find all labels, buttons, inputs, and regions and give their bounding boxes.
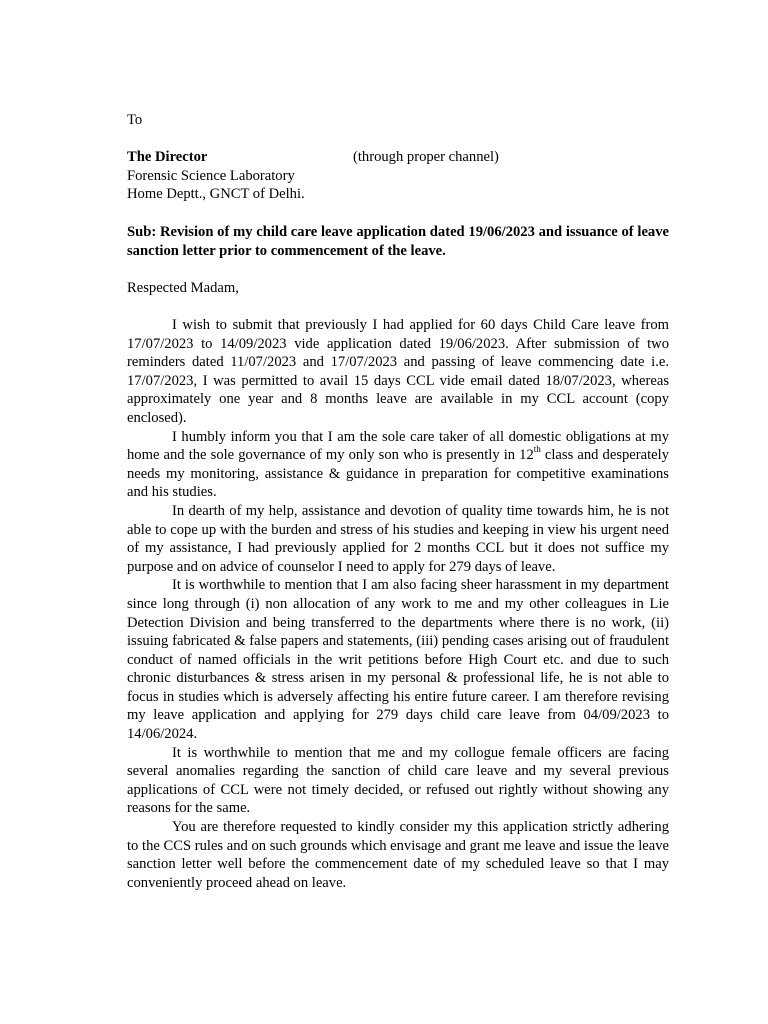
body-paragraph-1: I wish to submit that previously I had applied for 60 days Child Care leave from 17/07/2023 to 14/09/2023 vide application dated 19/06/2023. After submission of two reminders dated 11/07/2023 and 17/07/2023 and passing of leave commencing date i.e. 17/07/2023, I was permitted to avail 15 days CCL vide email dated 18/07/2023, whereas approximately one year and 8 months leave are available in my CCL account (copy enclosed). (127, 317, 669, 426)
body-paragraph-2 (127, 428, 669, 502)
letter-body (127, 316, 669, 892)
recipient-organization: Forensic Science Laboratory (127, 167, 295, 184)
body-paragraph-5: It is worthwhile to mention that me and my collogue female officers are facing several anomalies regarding the sanction of child care leave and my several previous applications of CCL were not timely decided, or refused out rightly without showing any reasons for the same. (127, 744, 669, 817)
to-line: To (127, 112, 143, 128)
recipient-title-line (127, 148, 669, 167)
salutation: Respected Madam, (127, 280, 239, 296)
ordinal-superscript: th (533, 444, 541, 455)
body-paragraph-3: In dearth of my help, assistance and devotion of quality time towards him, he is not able to cope up with the burden and stress of his studies and keeping in view his urgent need of my assistance, I had previously applied for 2 months CCL but it does not suffice my purpose and on advice of counselor I need to apply for 279 days of leave. (127, 502, 669, 575)
through-channel-note: (through proper channel) (353, 149, 499, 165)
recipient-address (127, 148, 669, 204)
subject-line: Sub: Revision of my child care leave application dated 19/06/2023 and issuance of leave sanction letter prior to commencement of the leave. (127, 224, 669, 259)
body-paragraph-6: You are therefore requested to kindly consider my this application strictly adhering to the CCS rules and on such grounds which envisage and grant me leave and issue the leave sanction letter well before the commencement date of my scheduled leave so that I may conveniently proceed ahead on leave. (127, 819, 669, 891)
paragraph-2-text: I humbly inform you that I am the sole care taker of all domestic obligations at my home and the sole governance of my only son who is presently in 12 (127, 428, 669, 464)
body-paragraph-4: It is worthwhile to mention that I am also facing sheer harassment in my department since long through (i) non allocation of any work to me and my other colleagues in Lie Detection Division and being transferred to the departments where there is no work, (ii) issuing fabricated & false papers and statements, (iii) pending cases arising out of fraudulent conduct of named officials in the writ petitions before High Court etc. and due to such chronic disturbances & stress arisen in my personal & professional life, he is not able to focus in studies which is adversely affecting his entire future career. I am therefore revising my leave application and applying for 279 days child care leave from 04/09/2023 to 14/06/2024. (127, 577, 669, 743)
recipient-department: Home Deptt., GNCT of Delhi. (127, 186, 305, 203)
recipient-title: The Director (127, 149, 208, 165)
paragraph-2-text-cont: class and desperately needs my monitoring, assistance & guidance in preparation for competitive examinations and his studies. (127, 447, 669, 501)
